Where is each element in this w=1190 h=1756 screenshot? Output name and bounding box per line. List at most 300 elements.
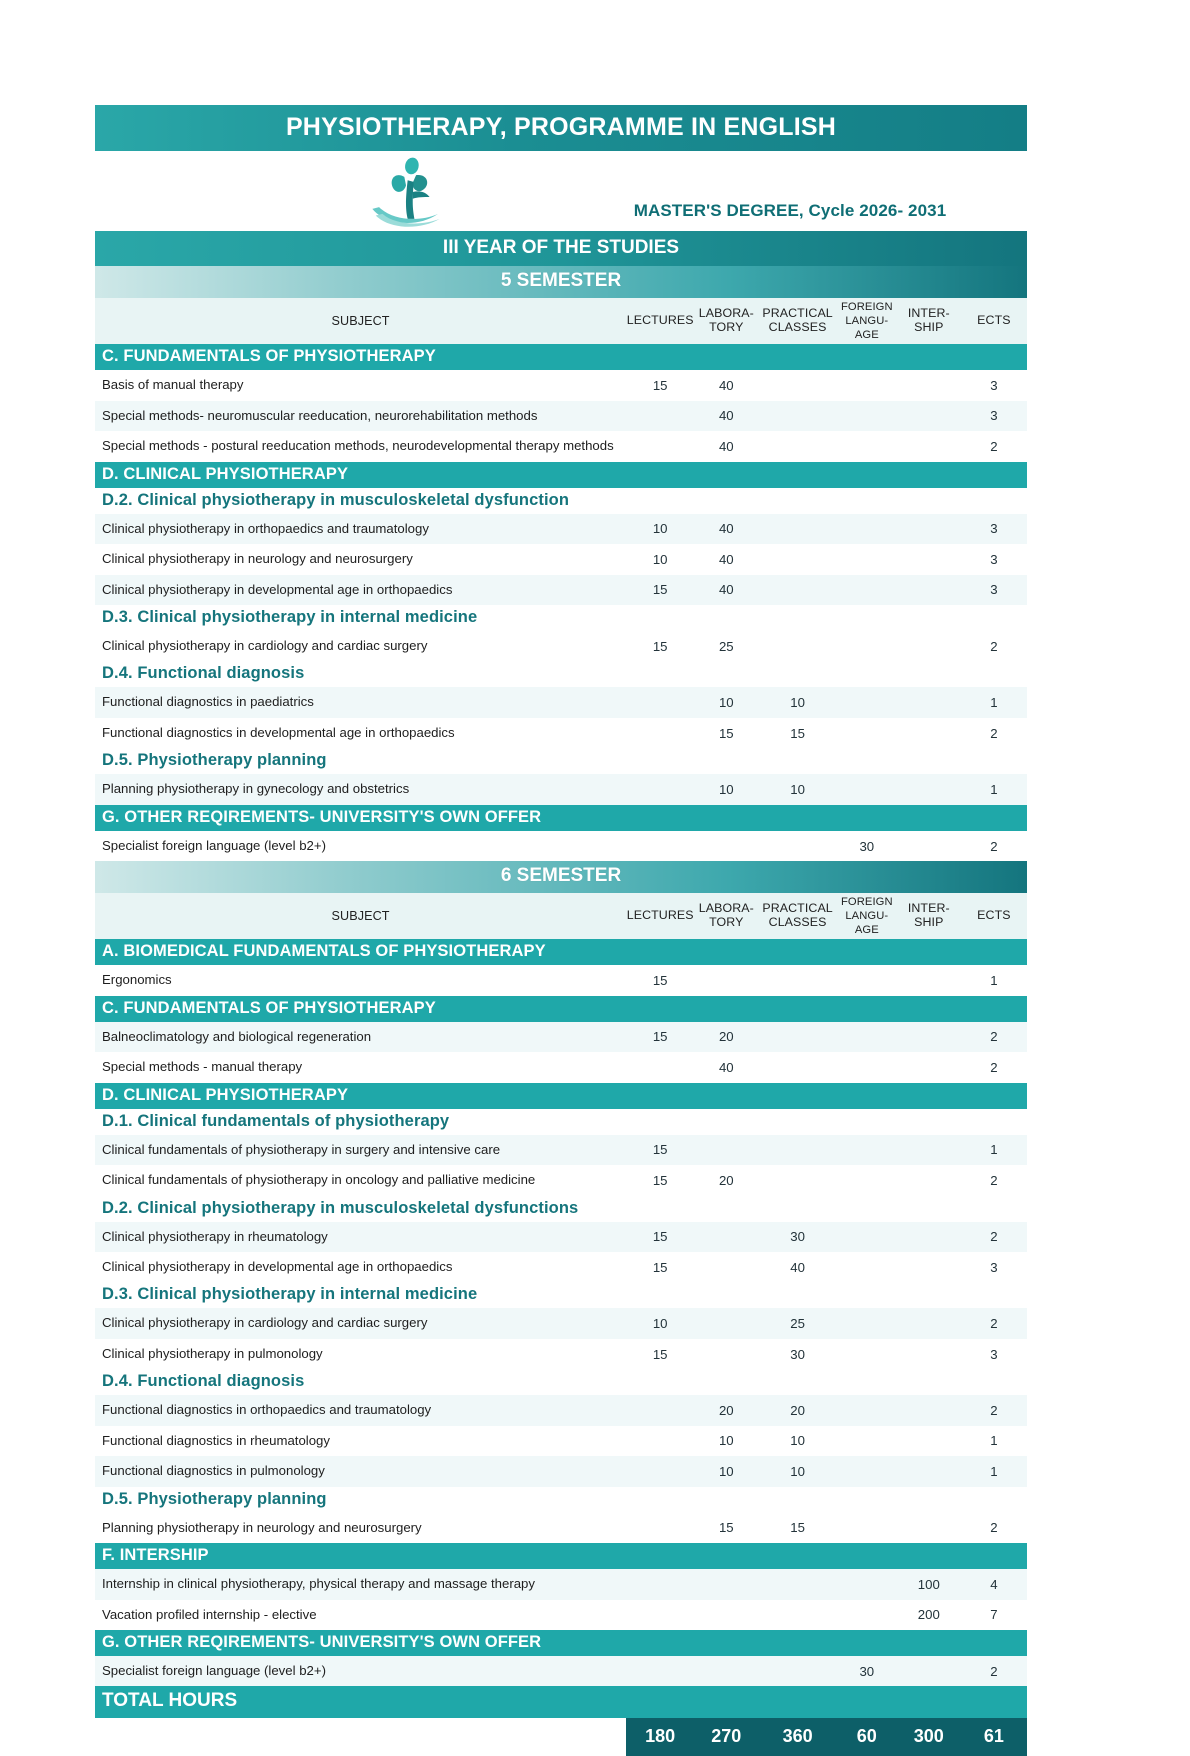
section-header-row — [95, 805, 1027, 831]
row-laboratory — [694, 1339, 758, 1369]
semester-5-rows — [95, 344, 1027, 861]
row-practical: 40 — [790, 1259, 805, 1275]
row-practical — [758, 575, 837, 605]
row-laboratory — [694, 1600, 758, 1630]
col-header-internship-line2: SHIP — [914, 915, 944, 930]
semester-5-table — [95, 298, 1027, 861]
row-ects: 2 — [990, 1520, 998, 1536]
col-header-practical — [758, 298, 837, 344]
table-row — [95, 831, 1027, 861]
row-foreign-language — [837, 1395, 897, 1425]
row-foreign-language — [837, 1600, 897, 1630]
table-row — [95, 1656, 1027, 1686]
row-practical — [758, 1052, 837, 1082]
row-foreign-language — [837, 1135, 897, 1165]
table-row — [95, 1052, 1027, 1082]
total-language: 60 — [837, 1718, 897, 1756]
row-subject: Clinical physiotherapy in developmental age in orthopaedics — [102, 1258, 453, 1274]
row-ects: 3 — [990, 1346, 998, 1362]
table-row — [95, 965, 1027, 995]
row-lectures — [626, 774, 694, 804]
row-ects: 2 — [990, 638, 998, 654]
total-lectures: 180 — [626, 1718, 694, 1756]
row-practical — [758, 544, 837, 574]
col-header-laboratory-line2: TORY — [709, 915, 744, 930]
row-laboratory: 15 — [718, 725, 734, 741]
table-row — [95, 1426, 1027, 1456]
subsection-header-row — [95, 1487, 1027, 1513]
total-ects: 61 — [961, 1718, 1027, 1756]
semester-band-5: 5 SEMESTER — [95, 266, 1027, 298]
row-ects: 1 — [990, 695, 998, 711]
row-ects: 2 — [990, 438, 998, 454]
row-lectures: 15 — [652, 1259, 668, 1275]
row-laboratory: 25 — [718, 638, 734, 654]
total-practical: 360 — [758, 1718, 837, 1756]
semester-6-table — [95, 893, 1027, 1756]
row-subject: Clinical physiotherapy in pulmonology — [102, 1345, 323, 1361]
row-subject: Clinical physiotherapy in rheumatology — [102, 1228, 328, 1244]
row-laboratory: 40 — [718, 521, 734, 537]
row-subject: Basis of manual therapy — [102, 377, 244, 393]
col-header-laboratory — [694, 893, 758, 939]
row-laboratory — [694, 1222, 758, 1252]
row-laboratory: 10 — [718, 1463, 734, 1479]
row-internship — [897, 1135, 961, 1165]
subsection-header-row — [95, 1196, 1027, 1222]
col-header-internship — [897, 893, 961, 939]
table-row — [95, 1308, 1027, 1338]
row-practical: 10 — [790, 695, 805, 711]
row-lectures: 15 — [652, 638, 668, 654]
row-practical: 10 — [790, 1433, 805, 1449]
row-internship — [897, 831, 961, 861]
col-header-language-line3: AGE — [854, 924, 879, 937]
col-header-subject: SUBJECT — [331, 909, 390, 924]
row-subject: Special methods - postural reeducation methods, neurodevelopmental therapy methods — [102, 438, 614, 454]
section-header-row — [95, 1543, 1027, 1569]
row-practical — [758, 401, 837, 431]
row-lectures: 15 — [652, 1172, 668, 1188]
col-header-ects: ECTS — [977, 313, 1011, 328]
row-laboratory — [694, 1308, 758, 1338]
row-internship — [897, 718, 961, 748]
year-band: III YEAR OF THE STUDIES — [95, 231, 1027, 266]
row-foreign-language — [837, 544, 897, 574]
totals-section — [95, 1686, 1027, 1756]
row-subject: Clinical physiotherapy in developmental age in orthopaedics — [102, 581, 453, 597]
row-foreign-language — [837, 1308, 897, 1338]
row-laboratory — [694, 1135, 758, 1165]
row-lectures: 15 — [652, 1142, 668, 1158]
row-internship — [897, 544, 961, 574]
subsection-header-row — [95, 1282, 1027, 1308]
section-header-label: D. CLINICAL PHYSIOTHERAPY — [95, 462, 1027, 488]
col-header-practical-line2: CLASSES — [768, 320, 827, 335]
table-row — [95, 1135, 1027, 1165]
table-row — [95, 544, 1027, 574]
subsection-header-row — [95, 661, 1027, 687]
row-internship — [897, 1395, 961, 1425]
col-header-subject: SUBJECT — [331, 314, 390, 329]
total-laboratory: 270 — [694, 1718, 758, 1756]
semester-band-6: 6 SEMESTER — [95, 861, 1027, 893]
row-lectures: 15 — [652, 1229, 668, 1245]
row-subject: Specialist foreign language (level b2+) — [102, 837, 326, 853]
row-internship: 200 — [917, 1607, 940, 1623]
row-practical: 30 — [790, 1229, 805, 1245]
table-row — [95, 687, 1027, 717]
row-subject: Balneoclimatology and biological regeneration — [102, 1028, 372, 1044]
row-laboratory: 20 — [718, 1403, 734, 1419]
row-subject: Special methods- neuromuscular reeducation, neurorehabilitation methods — [102, 407, 538, 423]
col-header-language-line2: LANGU- — [845, 910, 889, 923]
table-row — [95, 1339, 1027, 1369]
row-practical — [758, 1135, 837, 1165]
col-header-ects: ECTS — [977, 908, 1011, 923]
row-laboratory: 10 — [718, 1433, 734, 1449]
row-foreign-language — [837, 1165, 897, 1195]
row-foreign-language: 30 — [859, 838, 875, 854]
row-ects: 2 — [990, 1663, 998, 1679]
row-laboratory — [694, 965, 758, 995]
table-row — [95, 1600, 1027, 1630]
row-internship — [897, 1252, 961, 1282]
row-lectures: 10 — [652, 521, 668, 537]
row-lectures — [626, 1052, 694, 1082]
row-lectures: 10 — [652, 551, 668, 567]
table-row — [95, 370, 1027, 400]
row-ects: 3 — [990, 377, 998, 393]
table-row — [95, 718, 1027, 748]
table-row — [95, 774, 1027, 804]
row-subject: Functional diagnostics in pulmonology — [102, 1463, 325, 1479]
semester-6-rows — [95, 939, 1027, 1686]
row-subject: Clinical physiotherapy in cardiology and cardiac surgery — [102, 637, 428, 653]
row-ects: 2 — [990, 1316, 998, 1332]
row-laboratory — [694, 831, 758, 861]
subsection-header-label: D.5. Physiotherapy planning — [95, 1487, 1027, 1513]
row-ects: 3 — [990, 521, 998, 537]
row-practical — [758, 370, 837, 400]
row-subject: Specialist foreign language (level b2+) — [102, 1663, 326, 1679]
row-internship — [897, 1426, 961, 1456]
row-foreign-language — [837, 1222, 897, 1252]
row-foreign-language — [837, 575, 897, 605]
row-lectures — [626, 687, 694, 717]
row-practical: 30 — [790, 1346, 805, 1362]
row-practical — [758, 1569, 837, 1599]
row-foreign-language — [837, 965, 897, 995]
row-internship — [897, 1022, 961, 1052]
row-internship — [897, 687, 961, 717]
row-internship — [897, 631, 961, 661]
row-ects: 2 — [990, 1229, 998, 1245]
row-subject: Clinical fundamentals of physiotherapy in oncology and palliative medicine — [102, 1172, 536, 1188]
subsection-header-row — [95, 1109, 1027, 1135]
row-practical — [758, 1165, 837, 1195]
section-header-row — [95, 1630, 1027, 1656]
col-header-language-line2: LANGU- — [845, 315, 889, 328]
row-lectures — [626, 1513, 694, 1543]
col-header-internship-line1: INTER- — [907, 306, 950, 321]
row-laboratory: 40 — [718, 438, 734, 454]
row-laboratory — [694, 1252, 758, 1282]
row-foreign-language — [837, 687, 897, 717]
total-hours-label: TOTAL HOURS — [95, 1686, 1027, 1718]
curriculum-sheet — [95, 105, 1027, 1756]
row-lectures — [626, 401, 694, 431]
col-header-foreign-language — [837, 298, 897, 344]
row-subject: Internship in clinical physiotherapy, physical therapy and massage therapy — [102, 1576, 535, 1592]
row-subject: Special methods - manual therapy — [102, 1059, 303, 1075]
table-row — [95, 431, 1027, 461]
row-lectures: 15 — [652, 1346, 668, 1362]
table-row — [95, 401, 1027, 431]
row-lectures — [626, 1426, 694, 1456]
row-ects: 3 — [990, 551, 998, 567]
row-ects: 1 — [990, 1142, 998, 1158]
degree-band — [95, 151, 1027, 231]
row-subject: Planning physiotherapy in gynecology and obstetrics — [102, 781, 410, 797]
section-header-label: G. OTHER REQIREMENTS- UNIVERSITY'S OWN OFFER — [95, 1630, 1027, 1656]
row-practical: 10 — [790, 1463, 805, 1479]
row-lectures — [626, 718, 694, 748]
section-header-row — [95, 939, 1027, 965]
col-header-language-line3: AGE — [854, 329, 879, 342]
row-internship — [897, 514, 961, 544]
row-internship — [897, 1222, 961, 1252]
row-ects: 3 — [990, 1259, 998, 1275]
total-spacer — [95, 1718, 626, 1756]
table-row — [95, 1165, 1027, 1195]
section-header-label: A. BIOMEDICAL FUNDAMENTALS OF PHYSIOTHERAPY — [95, 939, 1027, 965]
col-header-lectures: LECTURES — [626, 313, 694, 328]
row-lectures — [626, 1656, 694, 1686]
row-subject: Functional diagnostics in developmental age in orthopaedics — [102, 724, 455, 740]
row-internship — [897, 1513, 961, 1543]
row-internship — [897, 431, 961, 461]
row-ects: 2 — [990, 1029, 998, 1045]
row-practical — [758, 431, 837, 461]
row-foreign-language: 30 — [859, 1663, 875, 1679]
row-internship — [897, 774, 961, 804]
row-practical: 20 — [790, 1403, 805, 1419]
row-practical — [758, 1600, 837, 1630]
total-hours-row — [95, 1718, 1027, 1756]
row-lectures — [626, 831, 694, 861]
row-practical: 25 — [790, 1316, 805, 1332]
row-laboratory: 40 — [718, 551, 734, 567]
section-header-row — [95, 462, 1027, 488]
row-ects: 2 — [990, 1403, 998, 1419]
row-foreign-language — [837, 718, 897, 748]
row-laboratory: 20 — [718, 1029, 734, 1045]
row-internship — [897, 965, 961, 995]
col-header-lectures: LECTURES — [626, 908, 694, 923]
subsection-header-row — [95, 748, 1027, 774]
col-header-internship-line2: SHIP — [914, 320, 944, 335]
table-row — [95, 1395, 1027, 1425]
row-subject: Clinical fundamentals of physiotherapy in surgery and intensive care — [102, 1141, 501, 1157]
row-foreign-language — [837, 631, 897, 661]
row-internship — [897, 575, 961, 605]
section-header-label: C. FUNDAMENTALS OF PHYSIOTHERAPY — [95, 996, 1027, 1022]
row-laboratory: 15 — [718, 1520, 734, 1536]
row-practical — [758, 965, 837, 995]
row-lectures — [626, 1456, 694, 1486]
subsection-header-row — [95, 488, 1027, 514]
row-practical — [758, 1656, 837, 1686]
row-practical — [758, 631, 837, 661]
degree-cycle-label: MASTER'S DEGREE, Cycle 2026- 2031 — [633, 201, 947, 221]
row-practical — [758, 514, 837, 544]
col-header-laboratory — [694, 298, 758, 344]
row-foreign-language — [837, 401, 897, 431]
row-lectures — [626, 1395, 694, 1425]
row-practical: 15 — [790, 725, 805, 741]
col-header-laboratory-line1: LABORA- — [698, 901, 754, 916]
row-lectures: 15 — [652, 1029, 668, 1045]
col-header-practical-line1: PRACTICAL — [762, 901, 833, 916]
col-header-internship — [897, 298, 961, 344]
row-internship — [897, 401, 961, 431]
row-laboratory: 40 — [718, 1059, 734, 1075]
row-foreign-language — [837, 1022, 897, 1052]
total-hours-band — [95, 1686, 1027, 1718]
row-foreign-language — [837, 1426, 897, 1456]
row-laboratory: 40 — [718, 408, 734, 424]
row-subject: Functional diagnostics in paediatrics — [102, 694, 314, 710]
row-ects: 3 — [990, 582, 998, 598]
subsection-header-row — [95, 1369, 1027, 1395]
table-row — [95, 631, 1027, 661]
row-foreign-language — [837, 1252, 897, 1282]
row-laboratory — [694, 1569, 758, 1599]
subsection-header-label: D.2. Clinical physiotherapy in musculoskeletal dysfunctions — [95, 1196, 1027, 1222]
row-subject: Ergonomics — [102, 972, 172, 988]
row-lectures — [626, 1600, 694, 1630]
row-ects: 1 — [990, 782, 998, 798]
subsection-header-row — [95, 605, 1027, 631]
row-foreign-language — [837, 774, 897, 804]
row-lectures: 15 — [652, 972, 668, 988]
row-lectures: 10 — [652, 1316, 668, 1332]
row-lectures: 15 — [652, 377, 668, 393]
row-lectures: 15 — [652, 582, 668, 598]
row-foreign-language — [837, 1052, 897, 1082]
section-header-label: D. CLINICAL PHYSIOTHERAPY — [95, 1083, 1027, 1109]
subsection-header-label: D.5. Physiotherapy planning — [95, 748, 1027, 774]
subsection-header-label: D.2. Clinical physiotherapy in musculoskeletal dysfunction — [95, 488, 1027, 514]
row-foreign-language — [837, 1339, 897, 1369]
row-laboratory: 10 — [718, 782, 734, 798]
page-title: PHYSIOTHERAPY, PROGRAMME IN ENGLISH — [95, 105, 1027, 151]
row-subject: Functional diagnostics in orthopaedics and traumatology — [102, 1402, 432, 1418]
row-lectures — [626, 1569, 694, 1599]
subsection-header-label: D.4. Functional diagnosis — [95, 1369, 1027, 1395]
row-internship — [897, 1456, 961, 1486]
subsection-header-label: D.3. Clinical physiotherapy in internal medicine — [95, 605, 1027, 631]
row-internship — [897, 370, 961, 400]
table-row — [95, 1513, 1027, 1543]
table-row — [95, 1222, 1027, 1252]
table-row — [95, 1456, 1027, 1486]
row-foreign-language — [837, 370, 897, 400]
row-ects: 2 — [990, 1172, 998, 1188]
row-ects: 2 — [990, 1059, 998, 1075]
row-ects: 4 — [990, 1576, 998, 1592]
row-foreign-language — [837, 514, 897, 544]
section-header-row — [95, 996, 1027, 1022]
row-subject: Functional diagnostics in rheumatology — [102, 1432, 330, 1448]
table-row — [95, 1022, 1027, 1052]
row-practical — [758, 1022, 837, 1052]
total-internship: 300 — [897, 1718, 961, 1756]
row-ects: 3 — [990, 408, 998, 424]
col-header-practical-line1: PRACTICAL — [762, 306, 833, 321]
row-internship — [897, 1052, 961, 1082]
row-internship — [897, 1339, 961, 1369]
table-row — [95, 1569, 1027, 1599]
row-practical: 10 — [790, 782, 805, 798]
table-row — [95, 575, 1027, 605]
row-subject: Clinical physiotherapy in neurology and neurosurgery — [102, 551, 413, 567]
row-ects: 2 — [990, 838, 998, 854]
row-ects: 1 — [990, 1433, 998, 1449]
row-laboratory — [694, 1656, 758, 1686]
section-header-label: C. FUNDAMENTALS OF PHYSIOTHERAPY — [95, 344, 1027, 370]
row-ects: 1 — [990, 972, 998, 988]
row-laboratory: 20 — [718, 1172, 734, 1188]
table-row — [95, 1252, 1027, 1282]
subsection-header-label: D.4. Functional diagnosis — [95, 661, 1027, 687]
row-subject: Planning physiotherapy in neurology and neurosurgery — [102, 1519, 422, 1535]
column-header-row — [95, 893, 1027, 939]
table-row — [95, 514, 1027, 544]
section-header-row — [95, 344, 1027, 370]
section-header-row — [95, 1083, 1027, 1109]
row-foreign-language — [837, 1456, 897, 1486]
row-subject: Clinical physiotherapy in cardiology and cardiac surgery — [102, 1315, 428, 1331]
subsection-header-label: D.1. Clinical fundamentals of physiotherapy — [95, 1109, 1027, 1135]
row-foreign-language — [837, 1569, 897, 1599]
column-header-row — [95, 298, 1027, 344]
subsection-header-label: D.3. Clinical physiotherapy in internal medicine — [95, 1282, 1027, 1308]
row-internship: 100 — [917, 1576, 940, 1592]
row-laboratory: 40 — [718, 377, 734, 393]
col-header-foreign-language — [837, 893, 897, 939]
row-internship — [897, 1308, 961, 1338]
col-header-practical-line2: CLASSES — [768, 915, 827, 930]
row-lectures — [626, 431, 694, 461]
row-subject: Vacation profiled internship - elective — [102, 1606, 317, 1622]
col-header-laboratory-line2: TORY — [709, 320, 744, 335]
row-foreign-language — [837, 1513, 897, 1543]
col-header-laboratory-line1: LABORA- — [698, 306, 754, 321]
row-subject: Clinical physiotherapy in orthopaedics and traumatology — [102, 520, 429, 536]
col-header-practical — [758, 893, 837, 939]
col-header-language-line1: FOREIGN — [840, 301, 893, 314]
row-practical: 15 — [790, 1520, 805, 1536]
row-internship — [897, 1656, 961, 1686]
section-header-label: F. INTERSHIP — [95, 1543, 1027, 1569]
col-header-language-line1: FOREIGN — [840, 896, 893, 909]
row-practical — [758, 831, 837, 861]
row-internship — [897, 1165, 961, 1195]
row-ects: 2 — [990, 725, 998, 741]
row-laboratory: 40 — [718, 582, 734, 598]
